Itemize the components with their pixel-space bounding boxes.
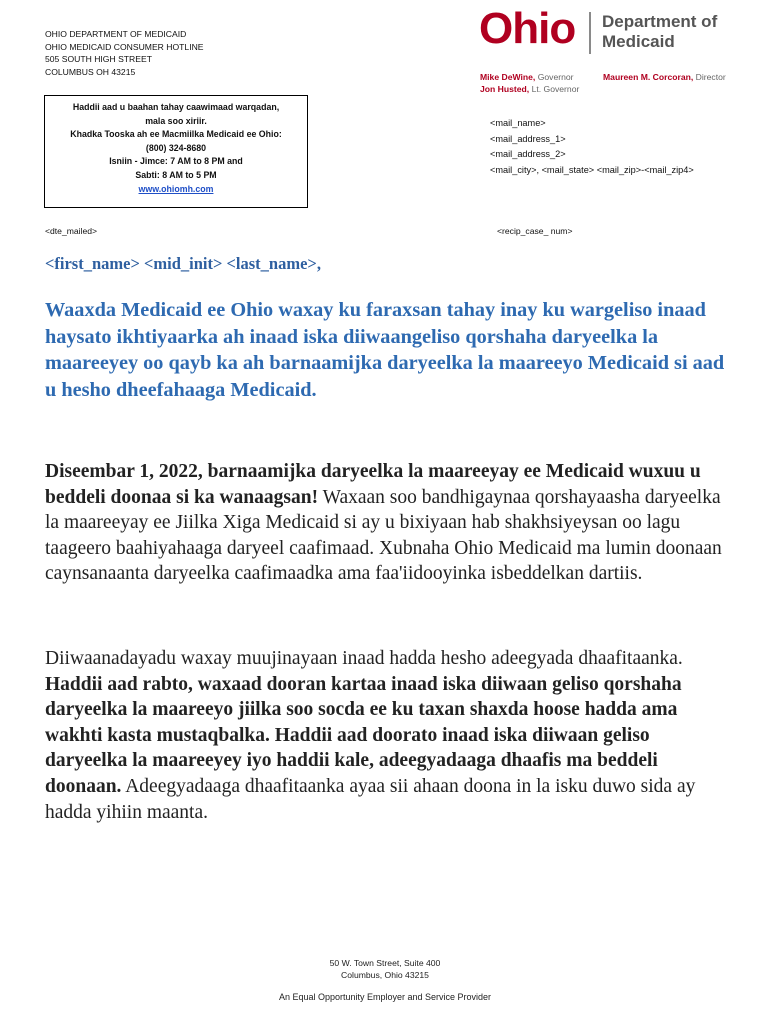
- hotline-phone: (800) 324-8680: [145, 142, 207, 153]
- mail-city-line: <mail_city>, <mail_state> <mail_zip>-<mail_zip4>: [490, 164, 694, 175]
- hotline-line-2: mala soo xiriir.: [145, 115, 207, 126]
- mailing-address: [490, 116, 694, 178]
- lt-governor-title: Lt. Governor: [531, 84, 580, 94]
- logo-divider: [589, 12, 591, 54]
- website-link[interactable]: www.ohiomh.com: [138, 183, 214, 194]
- sender-line-1: OHIO DEPARTMENT OF MEDICAID: [45, 29, 187, 39]
- paragraph-1-bold: Diseembar 1, 2022, barnaamijka daryeelka la maareeyay ee Medicaid wuxuu u beddeli doonaa si ka wanaagsan!: [45, 461, 701, 508]
- footer-address-line-2: Columbus, Ohio 43215: [341, 970, 429, 980]
- sender-line-3: 505 SOUTH HIGH STREET: [45, 54, 152, 64]
- governor-name: Mike DeWine,: [480, 72, 536, 82]
- director-title: Director: [695, 72, 726, 82]
- ohio-logo: Ohio: [479, 4, 576, 53]
- sender-address: [45, 28, 204, 78]
- hotline-hours-saturday: Sabti: 8 AM to 5 PM: [135, 169, 217, 180]
- salutation: <first_name> <mid_init> <last_name>,: [45, 254, 321, 273]
- paragraph-2-text-start: Diiwaanadayadu waxay muujinayaan inaad hadda hesho adeegyada dhaafitaanka.: [45, 648, 683, 669]
- paragraph-2: [45, 646, 735, 825]
- governor-title: Governor: [537, 72, 574, 82]
- headline: Waaxda Medicaid ee Ohio waxay ku faraxsan tahay inay ku wargeliso inaad haysato ikhtiyaarka ah inaad iska diiwaangeliso qorshaha daryeelka la maareeyey oo qayb ka ah barnaamijka daryeelka la maareeyo Medicaid si aad u hesho dheefahaaga Medicaid.: [45, 299, 725, 401]
- footer-address: [0, 957, 770, 981]
- mail-address-1: <mail_address_1>: [490, 133, 566, 144]
- governor-line: [480, 71, 574, 83]
- sender-line-4: COLUMBUS OH 43215: [45, 66, 136, 77]
- department-name-line-2: Medicaid: [602, 32, 675, 51]
- hotline-line-1: Haddii aad u baahan tahay caawimaad warqadan,: [72, 102, 280, 112]
- paragraph-1-text: Waxaan soo bandhigaynaa qorshayaasha daryeelka la maareeyay ee Jiilka Xiga Medicaid si ay u bixiyaan hab shakhsiyeysan oo lagu taageero baahiyahaaga daryeel caafimaad. Xubnaha Ohio Medicaid ma lumin doonaan caynsanaanta daryeelka caafimaadka ama faa'iidooyinka isbeddelkan dartiis.: [45, 486, 722, 585]
- paragraph-2-bold: Haddii aad rabto, waxaad dooran kartaa inaad iska diiwaan geliso qorshaha daryeelka la maareeyo jiilka soo socda ee ku taxan shaxda hoose hadda ama wakhti kasta mustaqbalka. Haddii aad doorato inaad iska diiwaan geliso daryeelka la maareeyey iyo haddii kale, adeegyadaaga dhaafis ma beddeli doonaan.: [45, 673, 682, 797]
- footer-address-line-1: 50 W. Town Street, Suite 400: [329, 958, 441, 968]
- paragraph-1: [45, 459, 735, 587]
- department-name-line-1: Department of: [602, 12, 718, 31]
- mail-address-2: <mail_address_2>: [490, 149, 566, 159]
- lt-governor-name: Jon Husted,: [480, 84, 530, 94]
- hotline-line-3: Khadka Tooska ah ee Macmiilka Medicaid ee Ohio:: [70, 129, 282, 140]
- sender-line-2: OHIO MEDICAID CONSUMER HOTLINE: [45, 41, 204, 52]
- director-name: Maureen M. Corcoran,: [603, 72, 694, 82]
- paragraph-2-text-end: Adeegyadaaga dhaafitaanka ayaa sii ahaan doona in la isku duwo sida ay hadda yihiin maanta.: [45, 775, 696, 823]
- director-line: [603, 71, 726, 83]
- recipient-case-number: <recip_case_ num>: [497, 226, 573, 236]
- lt-governor-line: [480, 83, 579, 95]
- footer-eoe-statement: An Equal Opportunity Employer and Service Provider: [278, 992, 492, 1002]
- hotline-hours-weekday: Isniin - Jimce: 7 AM to 8 PM and: [109, 156, 243, 167]
- mail-name: <mail_name>: [490, 118, 546, 128]
- date-mailed: <dte_mailed>: [45, 226, 98, 236]
- hotline-box: [44, 95, 308, 208]
- department-name: [602, 12, 717, 52]
